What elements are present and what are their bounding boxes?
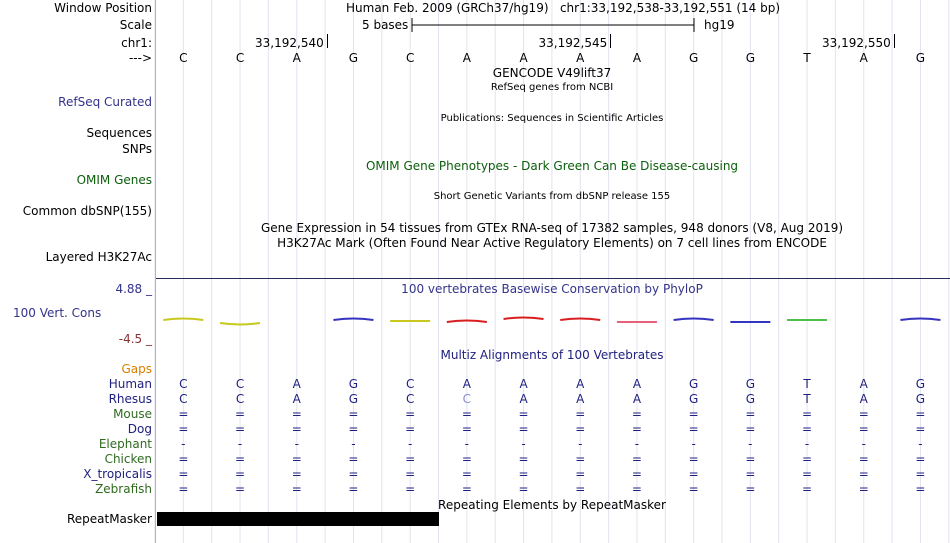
species-label[interactable]: X_tropicalis xyxy=(83,467,152,481)
phylop-glyph xyxy=(560,319,600,321)
alignment-base: = xyxy=(745,482,756,496)
window-position-value[interactable]: Human Feb. 2009 (GRCh37/hg19) chr1:33,192,538-33,192,551 (14 bp) xyxy=(346,1,781,15)
alignment-base: = xyxy=(348,467,359,481)
species-label[interactable]: Mouse xyxy=(113,407,152,421)
alignment-base: = xyxy=(461,452,472,466)
alignment-base: = xyxy=(461,482,472,496)
alignment-base: = xyxy=(688,482,699,496)
alignment-base: = xyxy=(518,452,529,466)
gtex-track-title: Gene Expression in 54 tissues from GTEx RNA-seq of 17382 samples, 948 donors (V8, Aug 2019) xyxy=(260,221,844,235)
phylop-glyph xyxy=(674,319,714,321)
alignment-base: A xyxy=(632,392,642,406)
alignment-base: = xyxy=(631,452,642,466)
alignment-base: = xyxy=(518,467,529,481)
alignment-base: A xyxy=(292,392,301,406)
alignment-base: - xyxy=(407,437,413,451)
base-letter: A xyxy=(859,51,868,65)
alignment-base: = xyxy=(178,422,189,436)
alignment-base: A xyxy=(462,377,471,391)
phylop-min-label: -4.5 _ xyxy=(118,332,152,346)
alignment-base: - xyxy=(294,437,299,451)
alignment-base: - xyxy=(578,437,583,451)
alignment-base: = xyxy=(631,482,642,496)
alignment-base: = xyxy=(631,422,642,436)
alignment-base: = xyxy=(858,422,869,436)
alignment-base: A xyxy=(576,392,585,406)
alignment-base: = xyxy=(915,422,926,436)
alignment-base: = xyxy=(461,422,472,436)
alignment-base: - xyxy=(804,437,810,451)
alignment-base: = xyxy=(802,407,813,421)
alignment-base: = xyxy=(575,422,586,436)
multiz-track-title: Multiz Alignments of 100 Vertebrates xyxy=(440,348,664,362)
alignment-base: = xyxy=(291,452,302,466)
repeatmasker-label[interactable]: RepeatMasker xyxy=(66,512,152,526)
phylop-track-title: 100 vertebrates Basewise Conservation by PhyloP xyxy=(401,282,703,296)
alignment-base: = xyxy=(348,407,359,421)
alignment-base: = xyxy=(461,467,472,481)
alignment-base: = xyxy=(348,422,359,436)
alignment-base: G xyxy=(348,392,359,406)
alignment-base: G xyxy=(745,392,755,406)
alignment-base: C xyxy=(462,392,472,406)
common-dbsnp-label[interactable]: Common dbSNP(155) xyxy=(22,204,152,218)
alignment-base: G xyxy=(688,392,699,406)
alignment-base: = xyxy=(802,482,813,496)
alignment-base: = xyxy=(575,407,586,421)
alignment-base: = xyxy=(405,422,416,436)
alignment-base: = xyxy=(405,482,416,496)
alignment-base: - xyxy=(521,437,526,451)
species-label[interactable]: Elephant xyxy=(98,437,152,451)
alignment-base: = xyxy=(688,467,699,481)
alignment-base: = xyxy=(858,467,869,481)
alignment-base: = xyxy=(235,467,246,481)
gencode-track-title[interactable]: GENCODE V49lift37 xyxy=(492,66,612,80)
alignment-base: = xyxy=(348,452,359,466)
base-letter: G xyxy=(688,51,699,65)
alignment-base: = xyxy=(575,467,586,481)
alignment-base: G xyxy=(745,377,755,391)
base-letter: A xyxy=(292,51,301,65)
alignment-base: A xyxy=(632,377,642,391)
refseq-curated-label[interactable]: RefSeq Curated xyxy=(58,95,152,109)
strand-label: ---> xyxy=(128,51,152,65)
alignment-base: = xyxy=(405,452,416,466)
alignment-base: G xyxy=(915,377,926,391)
alignment-base: A xyxy=(859,392,868,406)
alignment-base: = xyxy=(745,452,756,466)
base-letter: G xyxy=(348,51,359,65)
alignment-base: A xyxy=(292,377,301,391)
phylop-glyph xyxy=(447,321,487,323)
species-label[interactable]: Rhesus xyxy=(108,392,152,406)
species-label[interactable]: Human xyxy=(108,377,152,391)
alignment-base: C xyxy=(179,377,188,391)
alignment-base: = xyxy=(291,407,302,421)
ruler-tick-label: 33,192,540 xyxy=(255,36,324,50)
alignment-base: = xyxy=(858,407,869,421)
alignment-base: = xyxy=(745,422,756,436)
alignment-base: - xyxy=(464,437,470,451)
ruler-tick-label: 33,192,550 xyxy=(822,36,891,50)
base-letter: G xyxy=(915,51,926,65)
alignment-base: = xyxy=(178,482,189,496)
alignment-base: = xyxy=(688,407,699,421)
alignment-base: = xyxy=(291,422,302,436)
alignment-base: C xyxy=(235,377,245,391)
alignment-base: = xyxy=(178,452,189,466)
alignment-base: = xyxy=(405,407,416,421)
phylop-track-label[interactable]: 100 Vert. Cons xyxy=(13,306,102,320)
base-letter: C xyxy=(405,51,415,65)
species-label[interactable]: Chicken xyxy=(104,452,152,466)
snps-label[interactable]: SNPs xyxy=(122,142,152,156)
species-label[interactable]: Dog xyxy=(127,422,152,436)
alignment-base: = xyxy=(745,407,756,421)
alignment-base: C xyxy=(405,377,415,391)
alignment-base: = xyxy=(235,452,246,466)
alignment-base: A xyxy=(576,377,585,391)
alignment-base: = xyxy=(858,482,869,496)
alignment-base: - xyxy=(748,437,753,451)
base-letter: G xyxy=(745,51,755,65)
alignment-base: = xyxy=(461,407,472,421)
base-letter: T xyxy=(803,51,811,65)
dbsnp-track-title: Short Genetic Variants from dbSNP release 155 xyxy=(433,191,671,202)
alignment-base: T xyxy=(803,392,811,406)
alignment-base: C xyxy=(235,392,245,406)
repeatmasker-track-title: Repeating Elements by RepeatMasker xyxy=(438,498,666,512)
alignment-base: = xyxy=(518,482,529,496)
alignment-base: = xyxy=(631,407,642,421)
layered-h3k27ac-label[interactable]: Layered H3K27Ac xyxy=(45,250,152,264)
sequences-label[interactable]: Sequences xyxy=(86,126,152,140)
base-letter: A xyxy=(519,51,528,65)
refseq-track-subtitle: RefSeq genes from NCBI xyxy=(490,82,614,93)
alignment-base: = xyxy=(235,482,246,496)
base-letter: A xyxy=(576,51,585,65)
alignment-base: = xyxy=(348,482,359,496)
alignment-base: = xyxy=(915,407,926,421)
phylop-glyph xyxy=(220,323,260,325)
base-letter: A xyxy=(462,51,471,65)
alignment-base: = xyxy=(235,422,246,436)
phylop-glyph xyxy=(900,319,940,321)
alignment-base: - xyxy=(918,437,923,451)
base-letter: C xyxy=(179,51,188,65)
alignment-base: = xyxy=(518,407,529,421)
ruler-tick-label: 33,192,545 xyxy=(538,36,608,50)
alignment-base: = xyxy=(802,422,813,436)
alignment-base: - xyxy=(237,437,243,451)
alignment-base: - xyxy=(181,437,186,451)
alignment-base: C xyxy=(179,392,188,406)
alignment-base: = xyxy=(802,452,813,466)
alignment-base: = xyxy=(688,452,699,466)
alignment-base: A xyxy=(519,377,528,391)
alignment-base: A xyxy=(859,377,868,391)
alignment-base: = xyxy=(405,467,416,481)
phylop-max-label: 4.88 _ xyxy=(115,282,152,296)
alignment-base: = xyxy=(518,422,529,436)
alignment-base: C xyxy=(405,392,415,406)
phylop-glyph xyxy=(163,319,203,321)
alignment-base: = xyxy=(802,467,813,481)
alignment-base: - xyxy=(691,437,696,451)
phylop-glyph xyxy=(504,318,544,320)
alignment-base: G xyxy=(348,377,359,391)
alignment-base: = xyxy=(631,467,642,481)
alignment-base: G xyxy=(688,377,699,391)
scale-assembly: hg19 xyxy=(704,18,735,32)
alignment-base: = xyxy=(291,467,302,481)
h3k27ac-track-title: H3K27Ac Mark (Often Found Near Active Regulatory Elements) on 7 cell lines from ENCODE xyxy=(277,236,827,250)
alignment-base: - xyxy=(861,437,866,451)
alignment-base: A xyxy=(519,392,528,406)
base-letter: C xyxy=(235,51,245,65)
image-left-border xyxy=(155,0,156,543)
omim-genes-label[interactable]: OMIM Genes xyxy=(76,173,152,187)
alignment-base: = xyxy=(235,407,246,421)
alignment-base: = xyxy=(575,452,586,466)
omim-track-title: OMIM Gene Phenotypes - Dark Green Can Be Disease-causing xyxy=(365,159,739,173)
alignment-base: - xyxy=(351,437,356,451)
species-label[interactable]: Zebrafish xyxy=(95,482,152,496)
phylop-glyph xyxy=(333,319,373,321)
publications-track-title: Publications: Sequences in Scientific Articles xyxy=(440,113,664,124)
chrom-label: chr1: xyxy=(121,36,152,50)
alignment-base: = xyxy=(858,452,869,466)
alignment-base: = xyxy=(915,467,926,481)
alignment-base: G xyxy=(915,392,926,406)
base-letter: A xyxy=(632,51,642,65)
alignment-base: = xyxy=(688,422,699,436)
alignment-base: = xyxy=(178,407,189,421)
alignment-base: T xyxy=(803,377,811,391)
alignment-base: = xyxy=(178,467,189,481)
alignment-base: = xyxy=(575,482,586,496)
scale-text: 5 bases xyxy=(362,18,409,32)
repeatmasker-element[interactable] xyxy=(157,512,439,526)
alignment-base: = xyxy=(915,482,926,496)
scale-label: Scale xyxy=(119,18,152,32)
window-position-label: Window Position xyxy=(54,1,152,15)
alignment-base: = xyxy=(745,467,756,481)
gaps-label[interactable]: Gaps xyxy=(121,362,152,376)
alignment-base: = xyxy=(291,482,302,496)
alignment-base: = xyxy=(915,452,926,466)
alignment-base: - xyxy=(634,437,640,451)
